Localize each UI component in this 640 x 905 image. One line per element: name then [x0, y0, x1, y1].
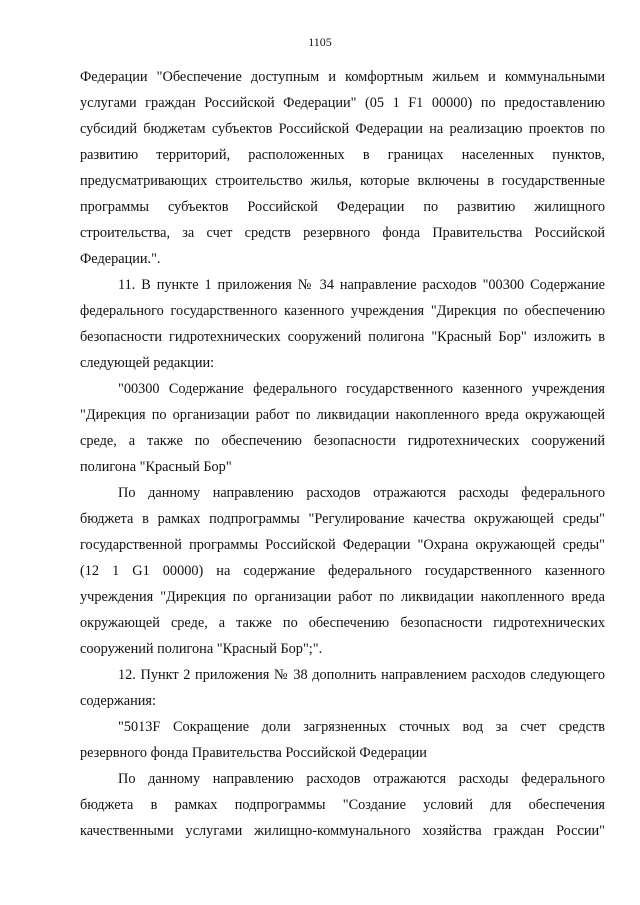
text-line: По данному направлению расходов отражаются расходы федерального — [118, 771, 605, 787]
text-line: окружающей среде, а также по обеспечению безопасности гидротехнических — [80, 615, 605, 631]
text-line: "5013F Сокращение доли загрязненных сточных вод за счет средств — [118, 719, 605, 735]
text-line: среде, а также по обеспечению безопасности гидротехнических сооружений — [80, 433, 605, 449]
text-line: безопасности гидротехнических сооружений полигона "Красный Бор" изложить в — [80, 329, 605, 345]
text-line: программы субъектов Российской Федерации по развитию жилищного — [80, 199, 605, 215]
text-line: 12. Пункт 2 приложения № 38 дополнить направлением расходов следующего — [118, 667, 605, 683]
text-line: Федерации "Обеспечение доступным и комфортным жильем и коммунальными — [80, 69, 605, 85]
text-line: содержания: — [80, 693, 156, 709]
text-line: бюджета в рамках подпрограммы "Регулирование качества окружающей среды" — [80, 511, 605, 527]
text-line: Федерации.". — [80, 251, 161, 267]
page-number: 1105 — [308, 35, 332, 49]
text-line: следующей редакции: — [80, 355, 215, 371]
text-line: строительства, за счет средств резервного фонда Правительства Российской — [80, 225, 605, 241]
text-line: бюджета в рамках подпрограммы "Создание условий для обеспечения — [80, 797, 605, 813]
text-line: федерального государственного казенного учреждения "Дирекция по обеспечению — [80, 303, 605, 319]
text-line: государственной программы Российской Федерации "Охрана окружающей среды" — [80, 537, 605, 553]
text-line: учреждения "Дирекция по организации работ по ликвидации накопленного вреда — [80, 589, 605, 605]
text-line: качественными услугами жилищно-коммунального хозяйства граждан России" — [80, 823, 605, 839]
text-line: резервного фонда Правительства Российской Федерации — [80, 745, 427, 761]
text-line: субсидий бюджетам субъектов Российской Федерации на реализацию проектов по — [80, 121, 605, 137]
body-text — [80, 64, 605, 844]
text-line: сооружений полигона "Красный Бор";". — [80, 641, 323, 657]
text-line: 11. В пункте 1 приложения № 34 направление расходов "00300 Содержание — [118, 277, 605, 293]
text-line: развитию территорий, расположенных в границах населенных пунктов, — [80, 147, 605, 163]
text-line: "Дирекция по организации работ по ликвидации накопленного вреда окружающей — [80, 407, 605, 423]
text-line: (12 1 G1 00000) на содержание федерального государственного казенного — [80, 563, 605, 579]
text-line: По данному направлению расходов отражаются расходы федерального — [118, 485, 605, 501]
text-line: полигона "Красный Бор" — [80, 459, 232, 475]
text-line: "00300 Содержание федерального государственного казенного учреждения — [118, 381, 605, 397]
text-line: услугами граждан Российской Федерации" (05 1 F1 00000) по предоставлению — [80, 95, 605, 111]
text-line: предусматривающих строительство жилья, которые включены в государственные — [80, 173, 605, 189]
